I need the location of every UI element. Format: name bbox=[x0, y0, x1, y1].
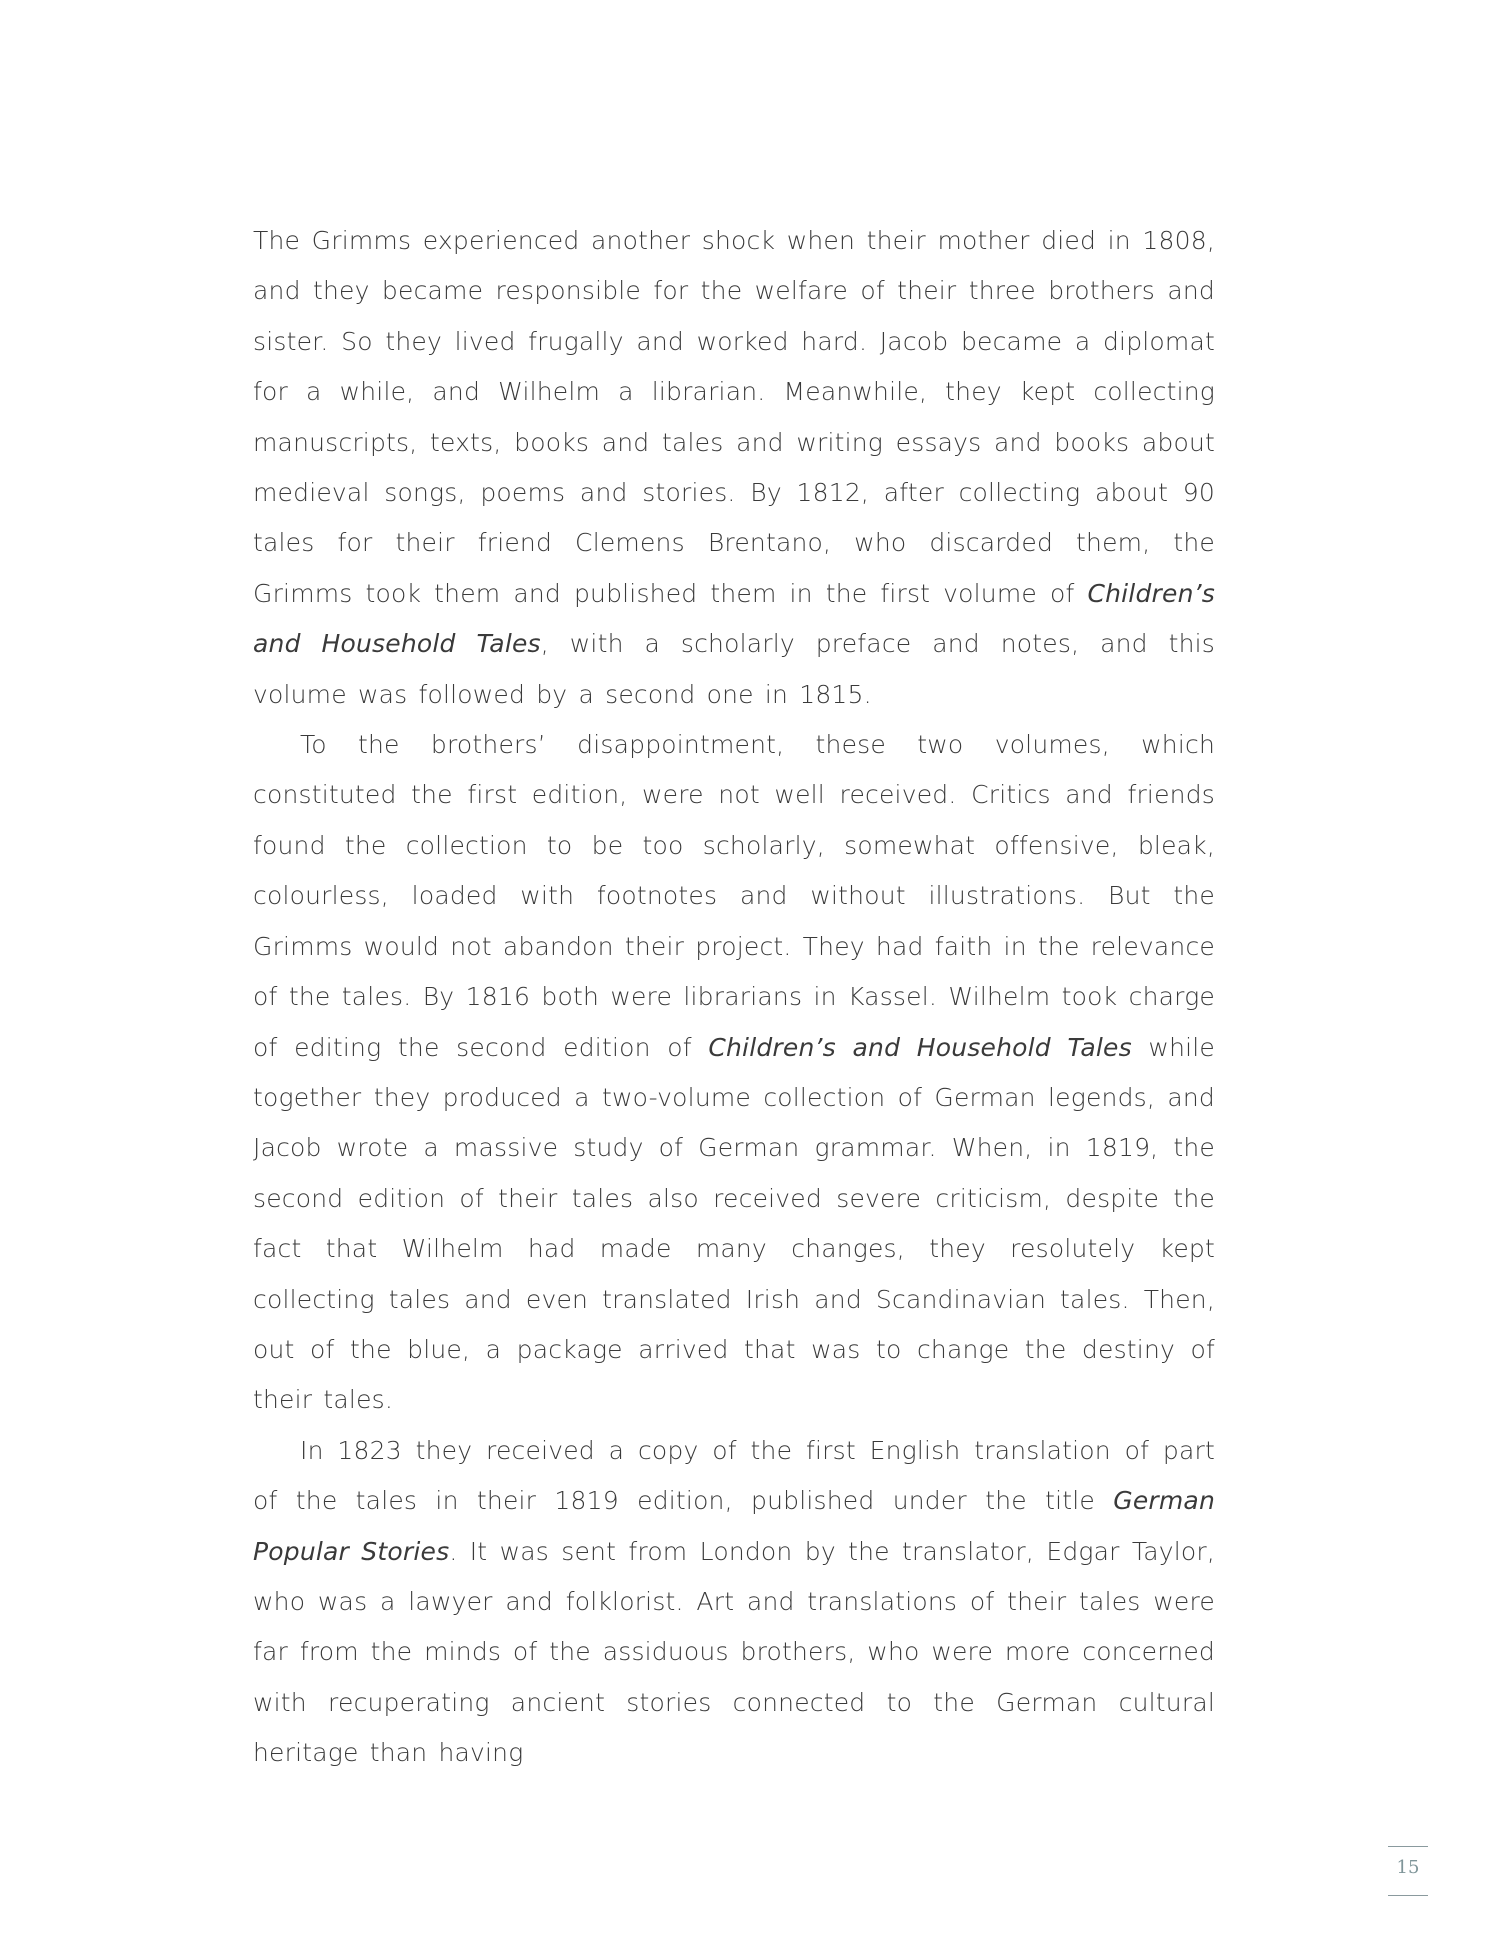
page-number bbox=[1388, 1846, 1428, 1896]
paragraph-3-text-b: . It was sent from London by the translator, Edgar Taylor, who was a lawyer and folklorist. Art and translations of their tales were far from the minds of the assiduous brothers, who were more concerned with recuperating ancient stories connected to the German cultural heritage than having bbox=[253, 1536, 1215, 1768]
paragraph-1-text-b: , with a scholarly preface and notes, and this volume was followed by a second one in 1815. bbox=[253, 629, 1215, 709]
paragraph-1-text-a: The Grimms experienced another shock when their mother died in 1808, and they became responsible for the welfare of their three brothers and sister. So they lived frugally and worked hard. Jacob became a diplomat for a while, and Wilhelm a librarian. Meanwhile, they kept collecting manuscripts, texts, books and tales and writing essays and books about medieval songs, poems and stories. By 1812, after collecting about 90 tales for their friend Clemens Brentano, who discarded them, the Grimms took them and published them in the first volume of bbox=[253, 226, 1215, 608]
paragraph-2-text-a: To the brothers’ disappointment, these two volumes, which constituted the first edition, were not well received. Critics and friends found the collection to be too scholarly, somewhat offensive, bleak, colourless, loaded with footnotes and without illustrations. But the Grimms would not abandon their project. They had faith in the relevance of the tales. By 1816 both were librarians in Kassel. Wilhelm took charge of editing the second edition of bbox=[253, 730, 1215, 1062]
page-number-text: 15 bbox=[1396, 1857, 1420, 1878]
page-number-rule-bottom bbox=[1388, 1895, 1428, 1896]
book-title-italic: Children’s and Household Tales bbox=[708, 1032, 1132, 1062]
paragraph-1 bbox=[253, 216, 1215, 720]
paragraph-3-text-a: In 1823 they received a copy of the first English translation of part of the tales in their 1819 edition, published under the title bbox=[253, 1435, 1215, 1516]
book-title-italic: Children’s and Household Tales bbox=[253, 578, 1215, 659]
paragraph-2-text-b: while together they produced a two-volume collection of German legends, and Jacob wrote a massive study of German grammar. When, in 1819, the second edition of their tales also received severe criticism, despite the fact that Wilhelm had made many changes, they resolutely kept collecting tales and even translated Irish and Scandinavian tales. Then, out of the blue, a package arrived that was to change the destiny of their tales. bbox=[253, 1032, 1215, 1415]
body-text bbox=[253, 216, 1215, 1779]
book-title-italic: German Popular Stories bbox=[253, 1486, 1215, 1566]
page-number-rule-top bbox=[1388, 1846, 1428, 1847]
paragraph-3 bbox=[253, 1426, 1215, 1779]
paragraph-2 bbox=[253, 720, 1215, 1426]
